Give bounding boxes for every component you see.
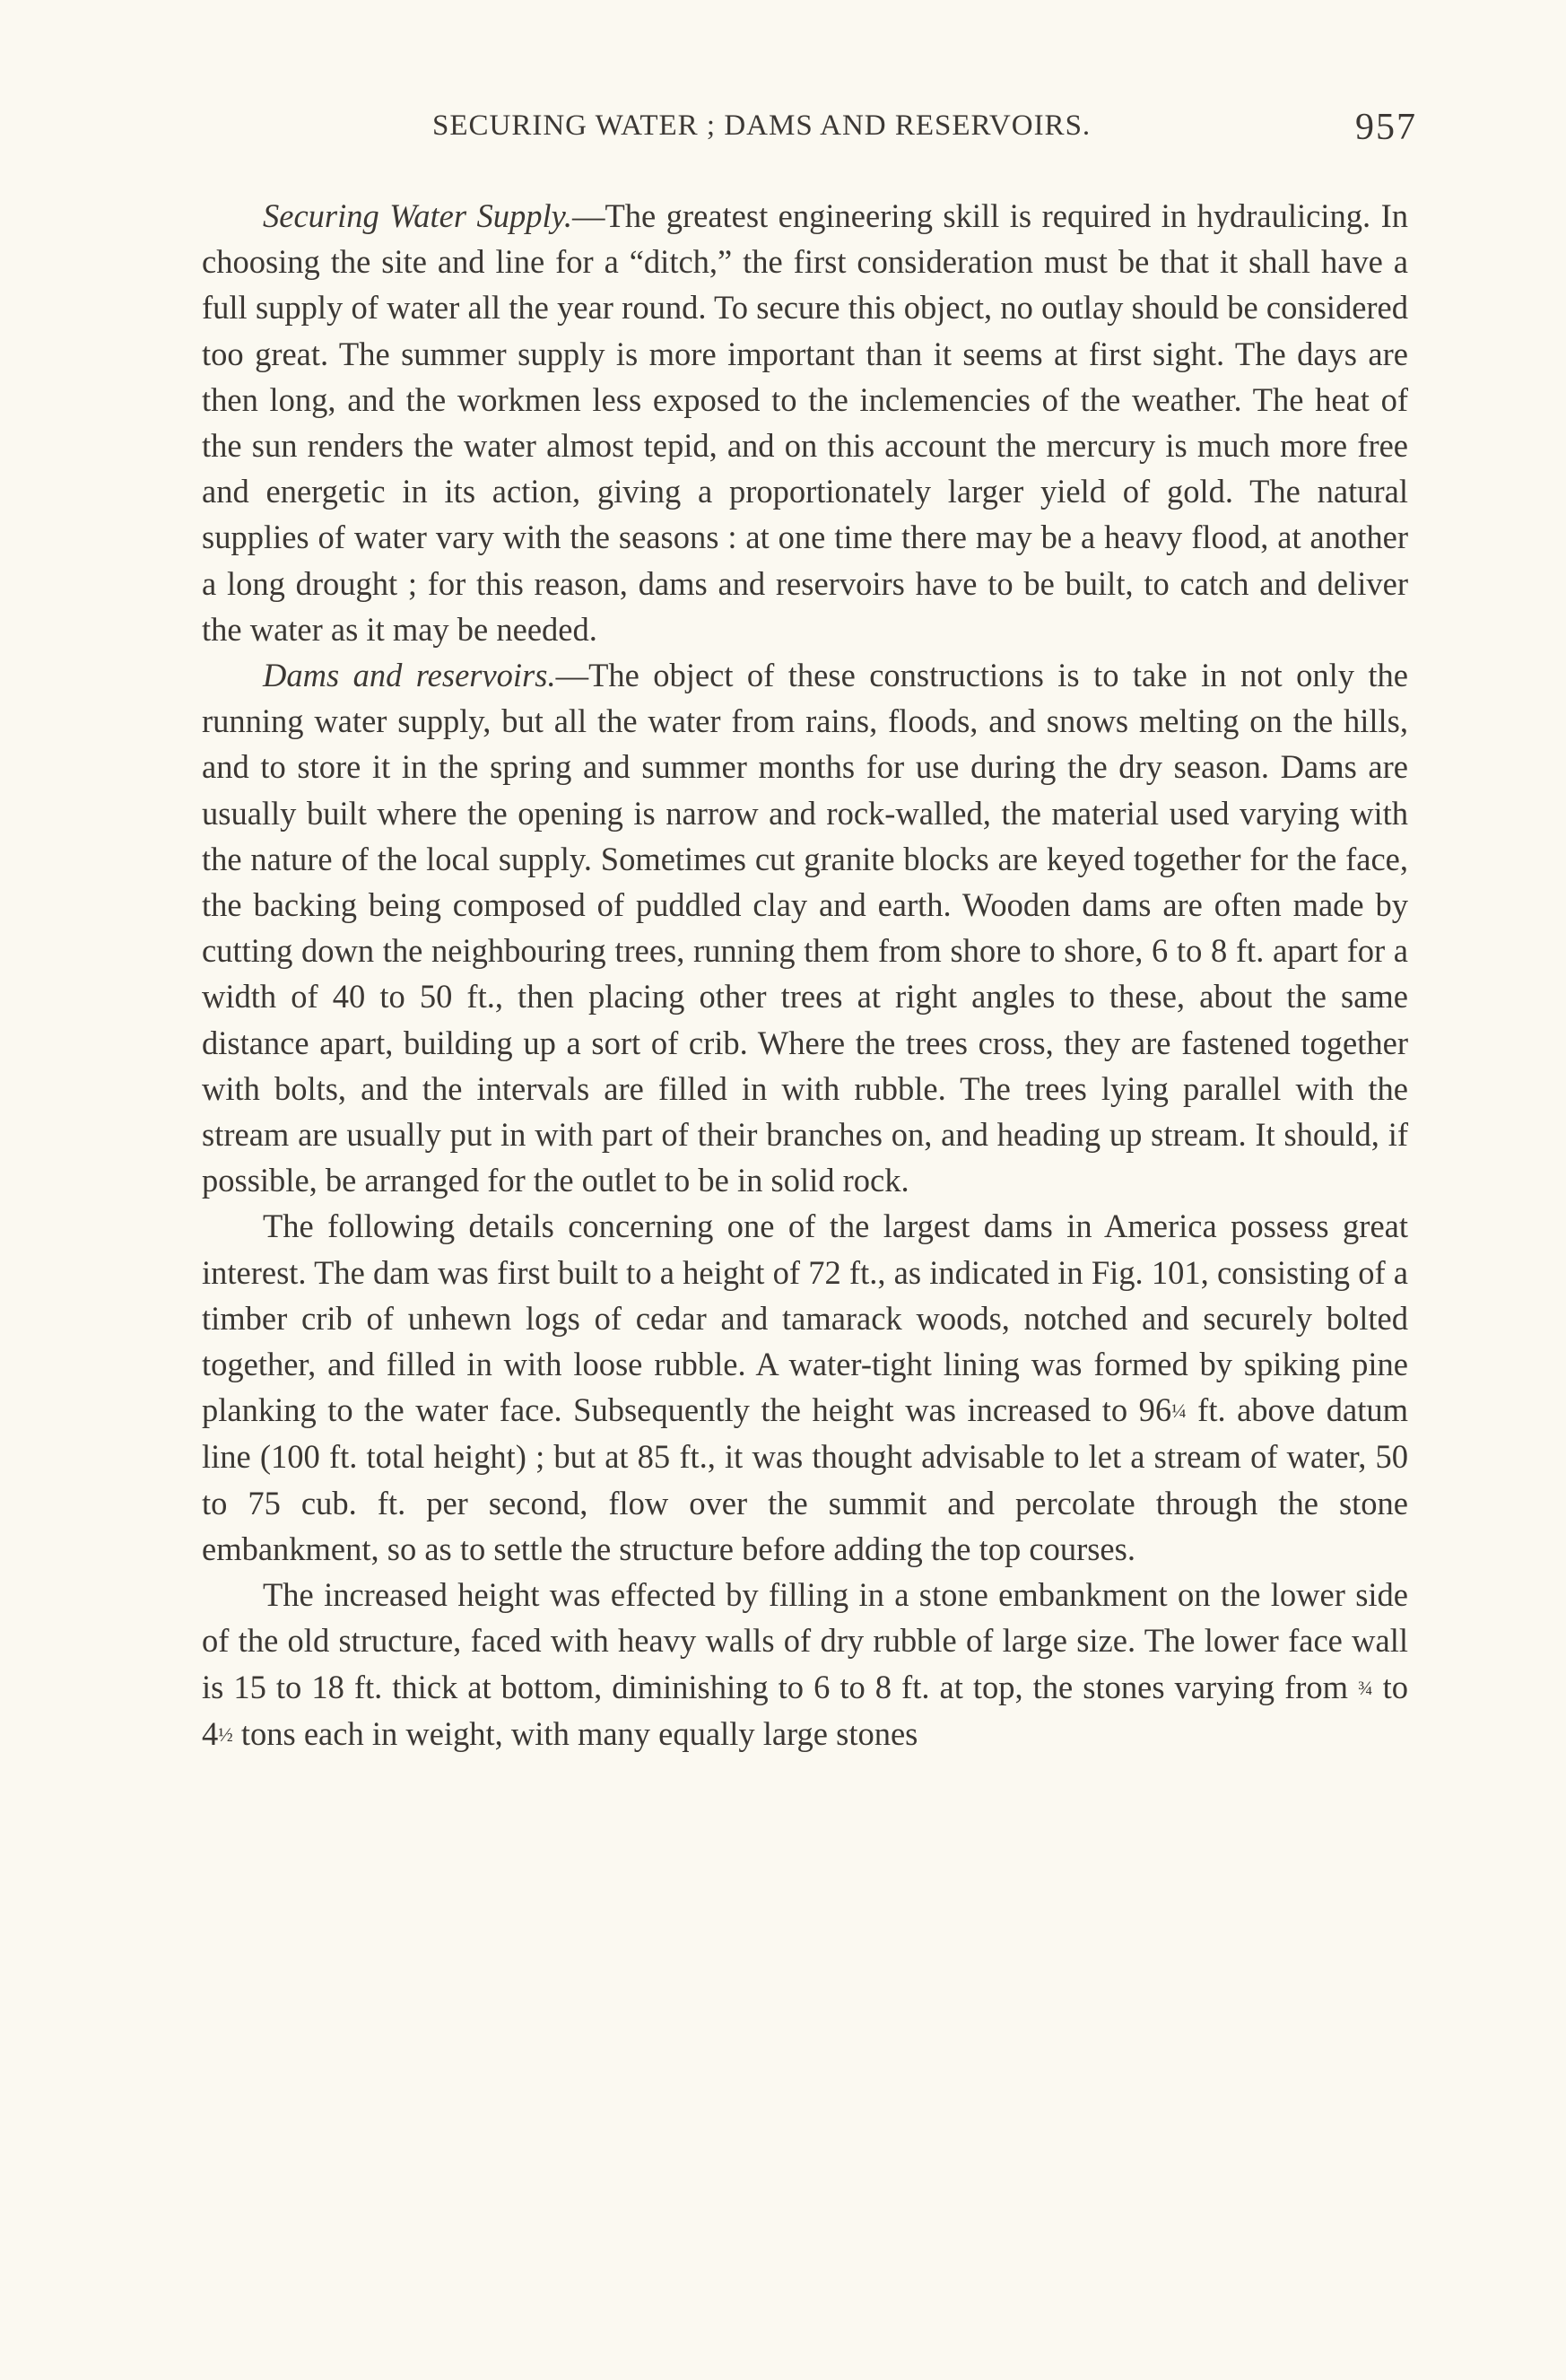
paragraph-text: The increased height was effected by filling in a stone embankment on the lower side of the old structure, faced with heavy walls of dry rubble of large size. The lower face wall is 15 to 18 ft. thick at bottom, diminishing to 6 to 8 ft. at top, the stones varying from — [202, 1576, 1408, 1705]
paragraph-text: ft. above datum line (100 ft. total height) ; but at 85 ft., it was thought advisable to let a stream of water, 50 to 75 cub. ft. per second, flow over the summit and percolate through the stone embankment, so as to settle the structure before adding the top courses. — [202, 1391, 1408, 1567]
section-lead-dams-and-reservoirs: Dams and reservoirs. — [263, 657, 556, 694]
page-number: 957 — [1355, 107, 1417, 148]
paragraph-text: The following details concerning one of the largest dams in America possess great interest. The dam was first built to a height of 72 ft., as indicated in Fig. 101, consisting of a timber crib of unhewn logs of cedar and tamarack woods, notched and securely bolted together, and filled in with loose rubble. A water-tight lining was formed by spiking pine planking to the water face. Subsequently the height was increased to 96 — [202, 1207, 1408, 1429]
section-lead-securing-water-supply: Securing Water Supply. — [263, 197, 572, 234]
fraction-quarter: ¼ — [1171, 1399, 1187, 1423]
body-text — [202, 193, 1408, 1757]
paragraph-largest-dam-details — [202, 1203, 1408, 1572]
paragraph-increased-height — [202, 1572, 1408, 1757]
fraction-half: ½ — [218, 1722, 233, 1746]
running-title: SECURING WATER ; DAMS AND RESERVOIRS. — [432, 109, 1092, 142]
paragraph-securing-water-supply — [202, 193, 1408, 652]
running-head — [202, 106, 1417, 160]
paragraph-text: —The greatest engineering skill is required in hydraulicing. In choosing the site and line for a “ditch,” the first consideration must be that it shall have a full supply of water all the year round. To secure this object, no outlay should be considered too great. The summer supply is more important than it seems at first sight. The days are then long, and the workmen less exposed to the inclemencies of the weather. The heat of the sun renders the water almost tepid, and on this account the mercury is much more free and energetic in its action, giving a proportionately larger yield of gold. The natural supplies of water vary with the seasons : at one time there may be a heavy flood, at another a long drought ; for this reason, dams and reservoirs have to be built, to catch and deliver the water as it may be needed. — [202, 197, 1408, 648]
fraction-three-quarters: ¾ — [1358, 1676, 1373, 1699]
paragraph-dams-and-reservoirs — [202, 652, 1408, 1203]
paragraph-text: to 4 — [202, 1668, 1408, 1752]
paragraph-text: tons each in weight, with many equally large stones — [232, 1714, 918, 1752]
paragraph-text: —The object of these constructions is to take in not only the running water supply, but all the water from rains, floods, and snows melting on the hills, and to store it in the spring and summer months for use during the dry season. Dams are usually built where the opening is narrow and rock-walled, the material used varying with the nature of the local supply. Sometimes cut granite blocks are keyed together for the face, the backing being composed of puddled clay and earth. Wooden dams are often made by cutting down the neighbouring trees, running them from shore to shore, 6 to 8 ft. apart for a width of 40 to 50 ft., then placing other trees at right angles to these, about the same distance apart, building up a sort of crib. Where the trees cross, they are fastened together with bolts, and the intervals are filled in with rubble. The trees lying parallel with the stream are usually put in with part of their branches on, and heading up stream. It should, if possible, be arranged for the outlet to be in solid rock. — [202, 657, 1408, 1199]
